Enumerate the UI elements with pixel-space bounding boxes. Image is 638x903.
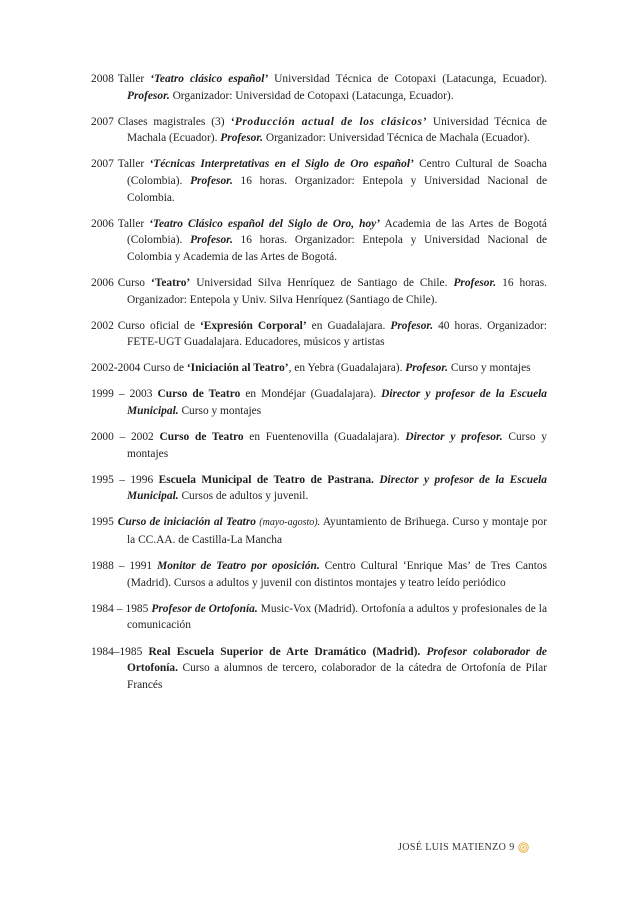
entry [91, 71, 547, 104]
entry-text: Academia de las Artes de Bogotá (Colombia). [127, 217, 547, 247]
entry-text: , en Yebra (Guadalajara). [288, 362, 406, 375]
entry-text: Taller [117, 158, 150, 171]
entry-text: 16 horas. Organizador: Entepola y Univ. Silva Henríquez (Santiago de Chile). [127, 276, 548, 306]
entry [91, 644, 547, 694]
entry-text: en Mondéjar (Guadalajara). [240, 388, 382, 401]
entry [91, 318, 547, 351]
entry-text: en Guadalajara. [306, 319, 391, 332]
entry-text: Music-Vox (Madrid). Ortofonía a adultos y profesionales de la comunicación [127, 602, 547, 632]
entry [91, 360, 547, 377]
entry-year: 2008 [91, 73, 114, 85]
role: Director y profesor de la Escuela Municipal. [127, 388, 548, 417]
entry-text: Curso y montajes [178, 405, 262, 417]
course-title: ‘Teatro Clásico español del Siglo de Oro, hoy’ [149, 217, 381, 230]
footer-author-page: JOSÉ LUIS MATIENZO 9 [398, 842, 515, 853]
entry-text: Curso oficial de [117, 319, 200, 332]
entry-text: Organizador: Universidad Técnica de Machala (Ecuador). [263, 132, 530, 145]
entry-text: Curso [117, 276, 151, 289]
course-title: ‘Teatro clásico español’ [150, 73, 269, 85]
role: Profesor. [190, 234, 233, 247]
entry [91, 114, 547, 147]
course-title: Ortofonía. [127, 662, 178, 675]
course-dates: (mayo-agosto). [259, 517, 321, 529]
entry-year: 2007 [91, 115, 114, 128]
entry-text: en Fuentenovilla (Guadalajara). [243, 431, 406, 444]
entry [91, 601, 547, 634]
page-footer [398, 842, 529, 853]
course-title: ‘Teatro’ [150, 276, 191, 289]
entry-year: 2006 [91, 217, 114, 230]
entry-text: Universidad Técnica de Machala (Ecuador). [127, 115, 547, 145]
course-title: ‘Expresión Corporal’ [199, 319, 307, 332]
course-title: Curso de iniciación al Teatro [117, 516, 256, 529]
entry [91, 558, 547, 591]
entry-text: 16 horas. Organizador: Entepola y Universidad Nacional de Colombia y Academia de las Artes de Bogotá. [127, 234, 547, 263]
entry-year: 1995 – 1996 [91, 473, 154, 486]
entry-text: Curso a alumnos de tercero, colaborador de la cátedra de Ortofonía de Pilar Francés [127, 662, 547, 691]
spiral-logo-icon [518, 842, 529, 853]
entry-text: Universidad Silva Henríquez de Santiago de Chile. [190, 276, 454, 289]
entry [91, 514, 547, 548]
entry [91, 472, 547, 505]
entry [91, 156, 547, 206]
role: Profesor de Ortofonía. [151, 602, 258, 615]
course-title: Curso de Teatro [157, 388, 241, 401]
entry-year: 2002 [91, 319, 114, 332]
entry [91, 386, 547, 419]
course-title: ‘Producción actual de los clásicos’ [230, 115, 427, 128]
role: Profesor. [127, 89, 170, 102]
role: Monitor de Teatro por oposición. [157, 560, 320, 573]
entry-year: 1984–1985 [91, 645, 143, 658]
course-title: Real Escuela Superior de Arte Dramático (Madrid). [148, 645, 421, 658]
entry-year: 1988 – 1991 [91, 560, 153, 573]
entry-text: Cursos de adultos y juvenil. [178, 490, 309, 503]
entry-year: 2007 [91, 158, 114, 171]
entry-text: Centro Cultural de Soacha (Colombia). [127, 158, 547, 187]
course-title: ‘Técnicas Interpretativas en el Siglo de Oro español’ [149, 158, 414, 171]
entry-text: Ayuntamiento de Brihuega. Curso y montaje por la CC.AA. de Castilla-La Mancha [127, 516, 548, 547]
course-title: Escuela Municipal de Teatro de Pastrana. [158, 473, 374, 486]
entry-text: Universidad Técnica de Cotopaxi (Latacunga, Ecuador). [268, 73, 547, 85]
entry-text: Centro Cultural ‘Enrique Mas’ de Tres Cantos (Madrid). Cursos a adultos y juvenil con distintos montajes y teatro leído periódico [127, 560, 547, 589]
entry-text: Curso y montajes [127, 431, 548, 460]
role: Profesor colaborador de [426, 645, 547, 658]
course-title: Curso de Teatro [159, 431, 244, 444]
cv-entries [91, 71, 547, 703]
entry-text: 40 horas. Organizador: FETE-UGT Guadalajara. Educadores, músicos y artistas [127, 319, 547, 349]
entry [91, 275, 547, 308]
entry-year: 2000 – 2002 [91, 431, 154, 444]
entry-text: Curso y montajes [448, 362, 531, 375]
role: Director y profesor. [405, 431, 503, 444]
entry-year: 1999 – 2003 [91, 388, 153, 401]
entry-text: 16 horas. Organizador: Entepola y Universidad Nacional de Colombia. [127, 174, 547, 204]
entry-text: Organizador: Universidad de Cotopaxi (Latacunga, Ecuador). [169, 89, 454, 102]
entry [91, 216, 547, 266]
role: Profesor. [405, 362, 448, 375]
role: Profesor. [453, 276, 497, 289]
role: Director y profesor de la Escuela Municipal. [127, 473, 547, 503]
role: Profesor. [390, 319, 434, 332]
entry-year: 1984 – 1985 [91, 602, 149, 615]
role: Profesor. [190, 174, 233, 187]
course-title: ‘Iniciación al Teatro’ [186, 362, 289, 375]
entry [91, 429, 547, 462]
entry-year: 2002-2004 [91, 362, 141, 375]
entry-text: Taller [117, 73, 151, 85]
entry-text: Clases magistrales (3) [117, 115, 231, 128]
entry-year: 1995 [91, 516, 114, 529]
entry-text: Taller [117, 217, 150, 230]
entry-year: 2006 [91, 276, 114, 289]
role: Profesor. [220, 132, 264, 145]
entry-text: Curso de [143, 362, 187, 375]
